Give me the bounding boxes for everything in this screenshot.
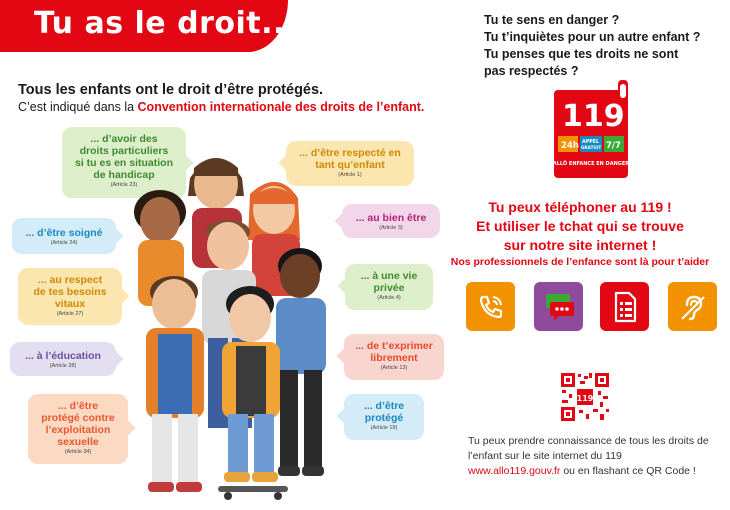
bubble-vie-privee xyxy=(345,264,433,310)
bubble-line: ... d’être soigné xyxy=(25,227,103,239)
bubble-line: ... à une vie xyxy=(360,270,418,282)
question-line: Tu t’inquiètes pour un autre enfant ? xyxy=(484,30,701,44)
bubble-tail xyxy=(113,288,130,305)
bubble-line: tant qu’enfant xyxy=(315,159,385,171)
bubble-bien-etre xyxy=(342,204,440,238)
bubble-line: librement xyxy=(370,352,418,364)
article-ref: (Article 24) xyxy=(50,240,78,246)
form-tile[interactable] xyxy=(600,282,649,331)
intro-prefix: C’est indiqué dans la xyxy=(18,100,138,114)
bubble-line: protégé contre xyxy=(41,412,115,424)
logo-number: 119 xyxy=(562,99,625,134)
logo-free-bottom: GRATUIT xyxy=(581,145,602,150)
bubble-line: de handicap xyxy=(93,169,155,181)
intro-heading: Tous les enfants ont le droit d’être protégés. xyxy=(18,82,324,98)
qr-center-label: 119 xyxy=(576,394,594,403)
bubble-line: privée xyxy=(373,282,405,294)
bubble-line: ... d’être respecté en xyxy=(299,147,401,159)
child-front-left xyxy=(146,276,204,492)
bubble-line: ... à l’éducation xyxy=(25,350,101,362)
hearing-tile[interactable] xyxy=(668,282,717,331)
convention-highlight: Convention internationale des droits de l’enfant. xyxy=(137,100,425,114)
bubble-line: si tu es en situation xyxy=(74,157,174,169)
article-ref: (Article 4) xyxy=(377,295,401,301)
bubble-protege xyxy=(344,394,424,440)
bubble-line: ... d’être xyxy=(363,400,405,412)
article-ref: (Article 28) xyxy=(49,363,77,369)
article-ref: (Article 19) xyxy=(370,425,398,431)
bubble-expression xyxy=(344,334,444,380)
bubble-tail xyxy=(107,228,124,245)
bubble-education xyxy=(10,342,116,376)
children-group-illustration xyxy=(128,138,348,510)
bubble-line: l’exploitation xyxy=(45,424,111,436)
bubble-line: de tes besoins xyxy=(33,286,107,298)
footer-suffix: ou en flashant ce QR Code ! xyxy=(560,465,696,477)
article-ref: (Article 3) xyxy=(379,225,403,231)
bubble-line: vitaux xyxy=(54,298,86,310)
article-ref: (Article 34) xyxy=(64,449,92,455)
call-message xyxy=(440,198,720,269)
bubble-line: ... au respect xyxy=(37,274,103,286)
chat-bubble-icon xyxy=(542,292,576,322)
bubble-line: ... d’être xyxy=(57,400,99,412)
article-ref: (Article 23) xyxy=(110,182,138,188)
question-line: pas respectés ? xyxy=(484,64,579,78)
bubble-line: ... de t’exprimer xyxy=(355,340,433,352)
footer-line: l’enfant sur le site internet du 119 xyxy=(468,450,622,462)
logo-days: 7/7 xyxy=(606,141,621,151)
questions-block xyxy=(484,12,700,80)
logo-free-top: APPEL xyxy=(582,140,600,145)
bubble-line: protégé xyxy=(364,412,404,424)
logo-tagline: ALLÔ ENFANCE EN DANGER xyxy=(552,161,630,167)
bubble-exploitation xyxy=(28,394,128,464)
footer-line: Tu peux prendre connaissance de tous les droits de xyxy=(468,435,709,447)
allo-119-logo xyxy=(548,80,634,180)
child-middle-right xyxy=(276,248,326,476)
footer-line xyxy=(468,464,709,479)
article-ref: (Article 1) xyxy=(338,172,362,178)
hearing-assist-icon xyxy=(677,291,709,323)
footer-info xyxy=(468,434,709,479)
bubble-line: ... au bien être xyxy=(355,212,427,224)
phone-call-icon xyxy=(475,291,507,323)
form-document-icon xyxy=(611,290,639,324)
call-line: Et utiliser le tchat qui se trouve xyxy=(476,218,684,234)
chat-tile[interactable] xyxy=(534,282,583,331)
question-line: Tu penses que tes droits ne sont xyxy=(484,47,679,61)
bubble-soigne xyxy=(12,218,116,254)
article-ref: (Article 13) xyxy=(380,365,408,371)
bubble-line: ... d’avoir des xyxy=(90,133,158,145)
page-title: Tu as le droit... xyxy=(34,6,297,41)
phone-tile[interactable] xyxy=(466,282,515,331)
bubble-besoins-vitaux xyxy=(18,268,122,325)
bubble-line: sexuelle xyxy=(57,436,99,448)
call-line: sur notre site internet ! xyxy=(503,237,657,253)
question-line: Tu te sens en danger ? xyxy=(484,13,620,27)
website-link[interactable]: www.allo119.gouv.fr xyxy=(468,465,561,477)
bubble-line: droits particuliers xyxy=(79,145,169,157)
qr-code[interactable] xyxy=(560,372,610,422)
article-ref: (Article 27) xyxy=(56,311,84,317)
call-line: Tu peux téléphoner au 119 ! xyxy=(488,199,672,215)
logo-hours: 24h xyxy=(561,141,579,151)
professionals-note: Nos professionnels de l’enfance sont là pour t’aider xyxy=(450,256,710,268)
bubble-tail xyxy=(107,351,124,368)
intro-text xyxy=(18,100,424,114)
